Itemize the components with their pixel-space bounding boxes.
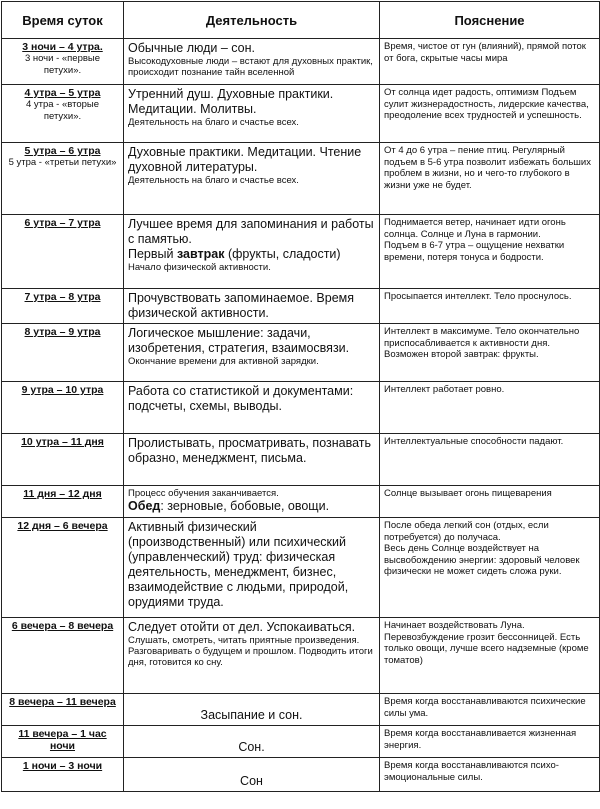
activity-main: Сон. bbox=[238, 740, 265, 754]
activity-main: Обычные люди – сон. bbox=[128, 41, 255, 55]
breakfast-keyword: завтрак bbox=[176, 247, 225, 261]
activity-cell bbox=[124, 726, 380, 758]
time-range: 4 утра – 5 утра bbox=[24, 87, 101, 99]
header-row bbox=[2, 2, 600, 39]
time-cell bbox=[2, 486, 124, 518]
explanation-cell: Просыпается интеллект. Тело проснулось. bbox=[380, 289, 600, 324]
time-cell bbox=[2, 518, 124, 618]
time-range: 3 ночи – 4 утра. bbox=[22, 41, 103, 53]
explanation-cell: Время когда восстанавливается жизненная энергия. bbox=[380, 726, 600, 758]
table-row bbox=[2, 726, 600, 758]
lunch-line: Обед: зерновые, бобовые, овощи. bbox=[128, 499, 330, 513]
table-row bbox=[2, 324, 600, 382]
explanation-cell: От 4 до 6 утра – пение птиц. Регулярный подъем в 5-6 утра позволит избежать больших проблем в жизни, но и чего-то глубокого в жизни уже не будет. bbox=[380, 143, 600, 215]
table-row bbox=[2, 618, 600, 694]
time-note: 4 утра - «вторые петухи». bbox=[25, 99, 100, 122]
table-row bbox=[2, 143, 600, 215]
activity-note: Деятельность на благо и счастье всех. bbox=[128, 175, 299, 186]
explanation-text-2: Весь день Солнце воздействует на высвобождению энергии: здоровый человек физически не может сидеть сложа руки. bbox=[384, 543, 580, 577]
activity-cell bbox=[124, 758, 380, 792]
explanation-cell: Начинает воздействовать Луна. Перевозбуждение грозит бессонницей. Есть только овощи, лучше всего надземные (кроме томатов) bbox=[380, 618, 600, 694]
explanation-cell: Время, чистое от гун (влияний), прямой поток от бога, скрытые часы мира bbox=[380, 39, 600, 85]
activity-note: Процесс обучения заканчивается. bbox=[128, 488, 279, 499]
activity-main: Сон bbox=[240, 774, 263, 788]
table-row bbox=[2, 758, 600, 792]
explanation-cell bbox=[380, 518, 600, 618]
time-cell bbox=[2, 382, 124, 434]
table-row bbox=[2, 518, 600, 618]
time-range: 11 вечера – 1 час ночи bbox=[18, 728, 107, 752]
breakfast-line: Первый завтрак (фрукты, сладости) bbox=[128, 247, 341, 261]
time-cell bbox=[2, 694, 124, 726]
header-activity: Деятельность bbox=[124, 2, 380, 39]
time-cell bbox=[2, 726, 124, 758]
explanation-cell: Интеллект работает ровно. bbox=[380, 382, 600, 434]
activity-main: Утренний душ. Духовные практики. Медитации. Молитвы. bbox=[128, 87, 334, 116]
table-row bbox=[2, 486, 600, 518]
activity-cell bbox=[124, 324, 380, 382]
time-range: 8 вечера – 11 вечера bbox=[9, 696, 116, 708]
explanation-cell: Интеллект в максимуме. Тело окончательно приспосабливается к активности дня. Возможен второй завтрак: фрукты. bbox=[380, 324, 600, 382]
time-cell bbox=[2, 434, 124, 486]
time-range: 5 утра – 6 утра bbox=[24, 145, 101, 157]
time-cell bbox=[2, 215, 124, 289]
activity-cell: Активный физический (производственный) или психический (управленческий) труд: физическая деятельность, менеджмент, бизнес, взаимодействие с людьми, природой, орудиями труда. bbox=[124, 518, 380, 618]
header-explanation: Пояснение bbox=[380, 2, 600, 39]
activity-main: Логическое мышление: задачи, изобретения, стратегия, взаимосвязи. bbox=[128, 326, 350, 355]
time-cell bbox=[2, 324, 124, 382]
explanation-cell bbox=[380, 215, 600, 289]
time-note: 3 ночи - «первые петухи». bbox=[24, 53, 101, 76]
time-range: 1 ночи – 3 ночи bbox=[22, 760, 103, 772]
table-row bbox=[2, 434, 600, 486]
activity-note: Высокодуховные люди – встают для духовных практик, происходит познание тайн вселенной bbox=[128, 56, 373, 78]
time-cell bbox=[2, 289, 124, 324]
time-cell bbox=[2, 85, 124, 143]
explanation-text-2: Подъем в 6-7 утра – ощущение нехватки времени, потеря тонуса и бодрости. bbox=[384, 240, 565, 263]
header-time: Время суток bbox=[2, 2, 124, 39]
activity-cell bbox=[124, 215, 380, 289]
time-cell bbox=[2, 143, 124, 215]
activity-main: Засыпание и сон. bbox=[200, 708, 303, 722]
explanation-cell: Время когда восстанавливаются психические силы ума. bbox=[380, 694, 600, 726]
table-row bbox=[2, 85, 600, 143]
schedule-table bbox=[1, 1, 600, 792]
time-range: 11 дня – 12 дня bbox=[23, 488, 102, 500]
time-note: 5 утра - «третьи петухи» bbox=[8, 157, 117, 168]
activity-note: Окончание времени для активной зарядки. bbox=[128, 356, 319, 367]
explanation-cell: Солнце вызывает огонь пищеварения bbox=[380, 486, 600, 518]
table-row bbox=[2, 694, 600, 726]
table-row bbox=[2, 289, 600, 324]
time-range: 7 утра – 8 утра bbox=[24, 291, 101, 303]
explanation-cell: От солнца идет радость, оптимизм Подъем сулит жизнерадостность, лидерские качества, преодоление всех трудностей и успешность. bbox=[380, 85, 600, 143]
time-cell bbox=[2, 39, 124, 85]
time-cell bbox=[2, 618, 124, 694]
explanation-cell: Время когда восстанавливаются психо-эмоциональные силы. bbox=[380, 758, 600, 792]
activity-cell: Пролистывать, просматривать, познавать образно, менеджмент, письма. bbox=[124, 434, 380, 486]
activity-note: Слушать, смотреть, читать приятные произведения. Разговаривать о будущем и прошлом. Подводить итоги дня, готовится ко сну. bbox=[128, 635, 373, 668]
table-row bbox=[2, 382, 600, 434]
time-range: 6 утра – 7 утра bbox=[24, 217, 101, 229]
table-row bbox=[2, 39, 600, 85]
time-range: 12 дня – 6 вечера bbox=[17, 520, 108, 532]
lunch-keyword: Обед bbox=[128, 499, 161, 513]
activity-cell: Прочувствовать запоминаемое. Время физической активности. bbox=[124, 289, 380, 324]
activity-main: Лучшее время для запоминания и работы с памятью. bbox=[128, 217, 374, 246]
activity-cell bbox=[124, 143, 380, 215]
activity-cell bbox=[124, 85, 380, 143]
activity-note: Деятельность на благо и счастье всех. bbox=[128, 117, 299, 128]
time-range: 9 утра – 10 утра bbox=[21, 384, 104, 396]
time-range: 8 утра – 9 утра bbox=[24, 326, 101, 338]
time-range: 6 вечера – 8 вечера bbox=[11, 620, 114, 632]
activity-cell bbox=[124, 39, 380, 85]
activity-note: Начало физической активности. bbox=[128, 262, 271, 273]
table-row bbox=[2, 215, 600, 289]
explanation-text: После обеда легкий сон (отдых, если потребуется) до получаса. bbox=[384, 520, 549, 543]
activity-main: Следует отойти от дел. Успокаиваться. bbox=[128, 620, 356, 634]
activity-cell: Работа со статистикой и документами: подсчеты, схемы, выводы. bbox=[124, 382, 380, 434]
time-range: 10 утра – 11 дня bbox=[21, 436, 104, 448]
activity-main: Духовные практики. Медитации. Чтение духовной литературы. bbox=[128, 145, 362, 174]
activity-cell bbox=[124, 618, 380, 694]
activity-cell bbox=[124, 486, 380, 518]
activity-cell bbox=[124, 694, 380, 726]
time-cell bbox=[2, 758, 124, 792]
explanation-text: Поднимается ветер, начинает идти огонь солнца. Солнце и Луна в гармонии. bbox=[384, 217, 566, 240]
explanation-cell: Интеллектуальные способности падают. bbox=[380, 434, 600, 486]
